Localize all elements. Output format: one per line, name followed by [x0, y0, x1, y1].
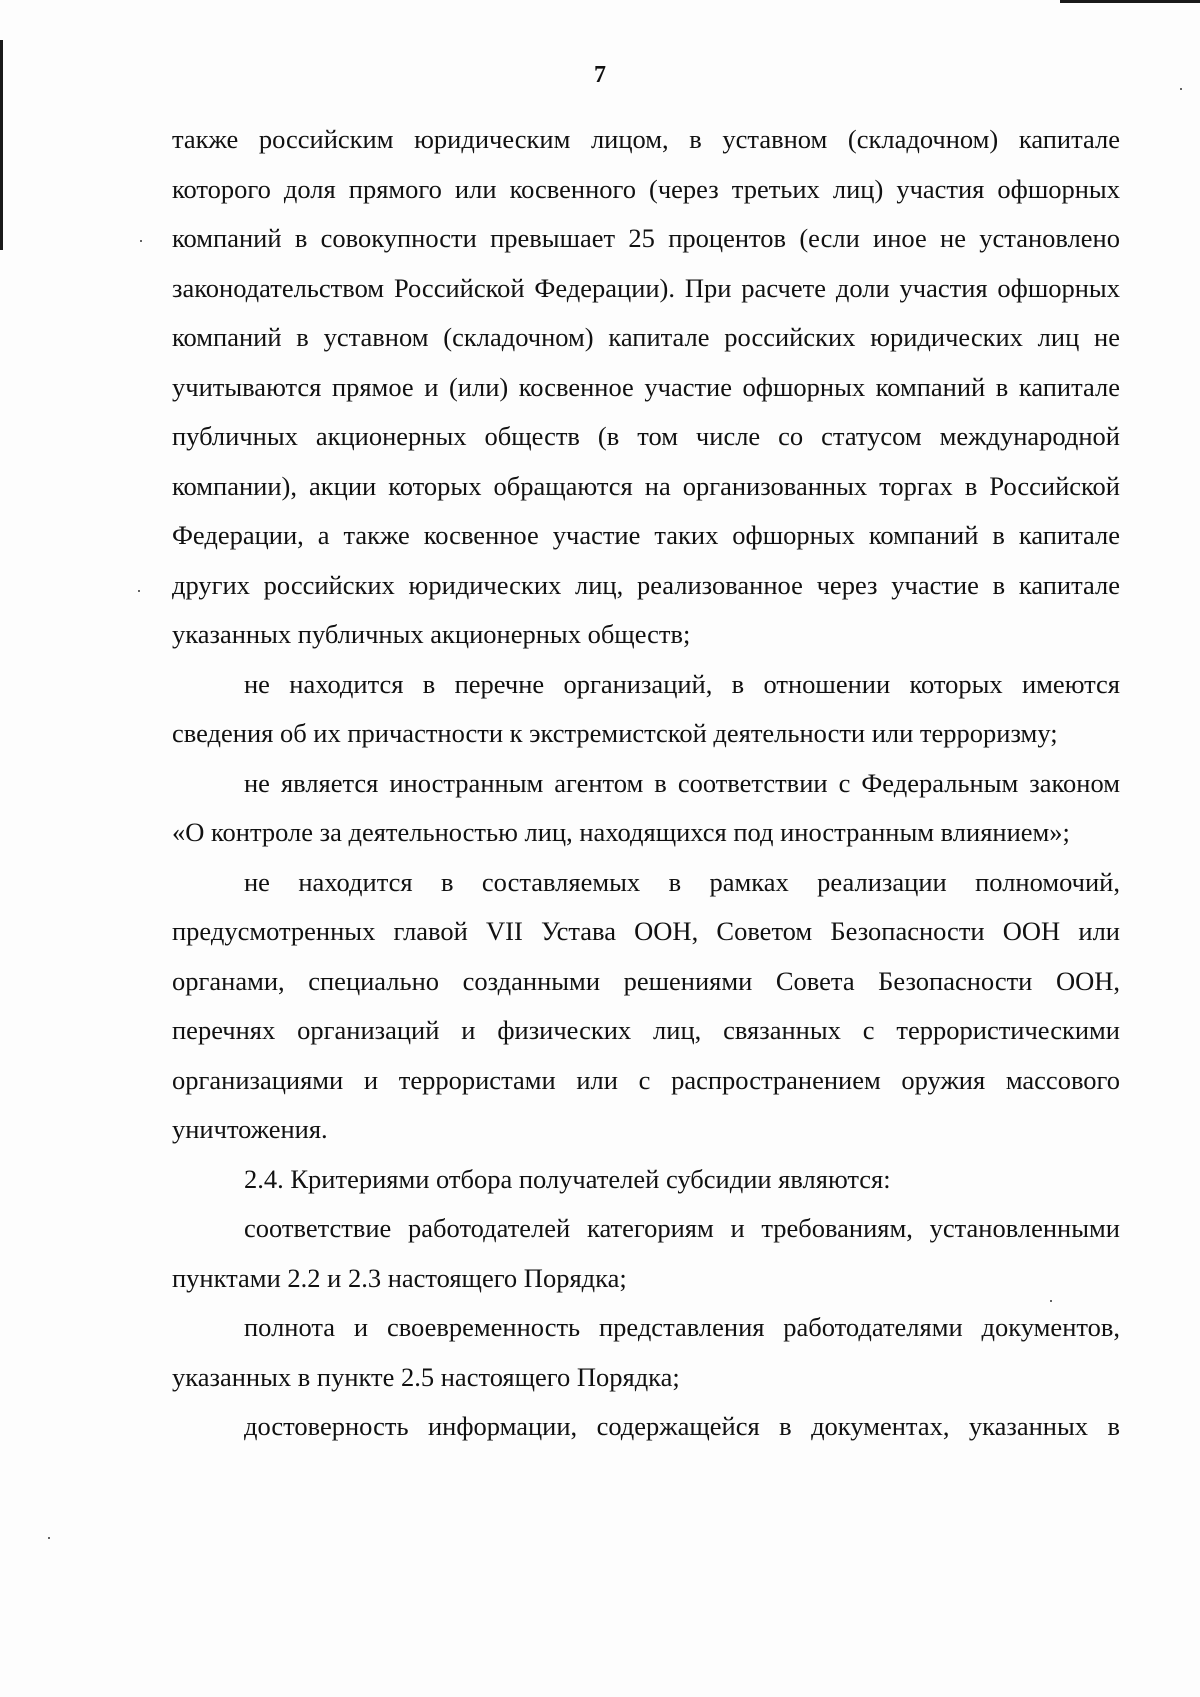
scan-speck [138, 590, 140, 592]
paragraph: 2.4. Критериями отбора получателей субсидии являются: [244, 1163, 891, 1194]
paragraph: не находится в составляемых в рамках реализации полномочий, предусмотренных главой VII Устава ООН, Советом Безопасности ООН или органами, специально созданными решениями Совета Безопасности ООН, перечнях организаций и физических лиц, связанных с террористическими организациями и террористами или с распространением оружия массового уничтожения. [172, 866, 1120, 1144]
scan-speck [1050, 1300, 1052, 1302]
page-number: 7 [594, 62, 606, 88]
scan-speck [48, 1537, 50, 1539]
scan-speck [1180, 88, 1182, 90]
scan-speck [140, 240, 142, 242]
paragraph: полнота и своевременность представления работодателями документов, указанных в пункте 2.5 настоящего Порядка; [172, 1312, 1120, 1392]
scan-edge-mark [1060, 0, 1200, 3]
paragraph: также российским юридическим лицом, в уставном (складочном) капитале которого доля прямого или косвенного (через третьих лиц) участия офшорных компаний в совокупности превышает 25 процентов (если иное не установлено законодательством Российской Федерации). При расчете доли участия офшорных компаний в уставном (складочном) капитале российских юридических лиц не учитываются прямое и (или) косвенное участие офшорных компаний в капитале публичных акционерных обществ (в том числе со статусом международной компании), акции которых обращаются на организованных торгах в Российской Федерации, а также косвенное участие таких офшорных компаний в капитале других российских юридических лиц, реализованное через участие в капитале указанных публичных акционерных обществ; [172, 124, 1120, 649]
paragraph: не является иностранным агентом в соответствии с Федеральным законом «О контроле за деятельностью лиц, находящихся под иностранным влиянием»; [172, 767, 1120, 847]
paragraph: не находится в перечне организаций, в отношении которых имеются сведения об их причастности к экстремистской деятельности или терроризму; [172, 668, 1120, 748]
document-body [172, 115, 1120, 1452]
paragraph: соответствие работодателей категориям и требованиям, установленными пунктами 2.2 и 2.3 настоящего Порядка; [172, 1213, 1120, 1293]
paragraph: достоверность информации, содержащейся в документах, указанных в [244, 1411, 1120, 1441]
